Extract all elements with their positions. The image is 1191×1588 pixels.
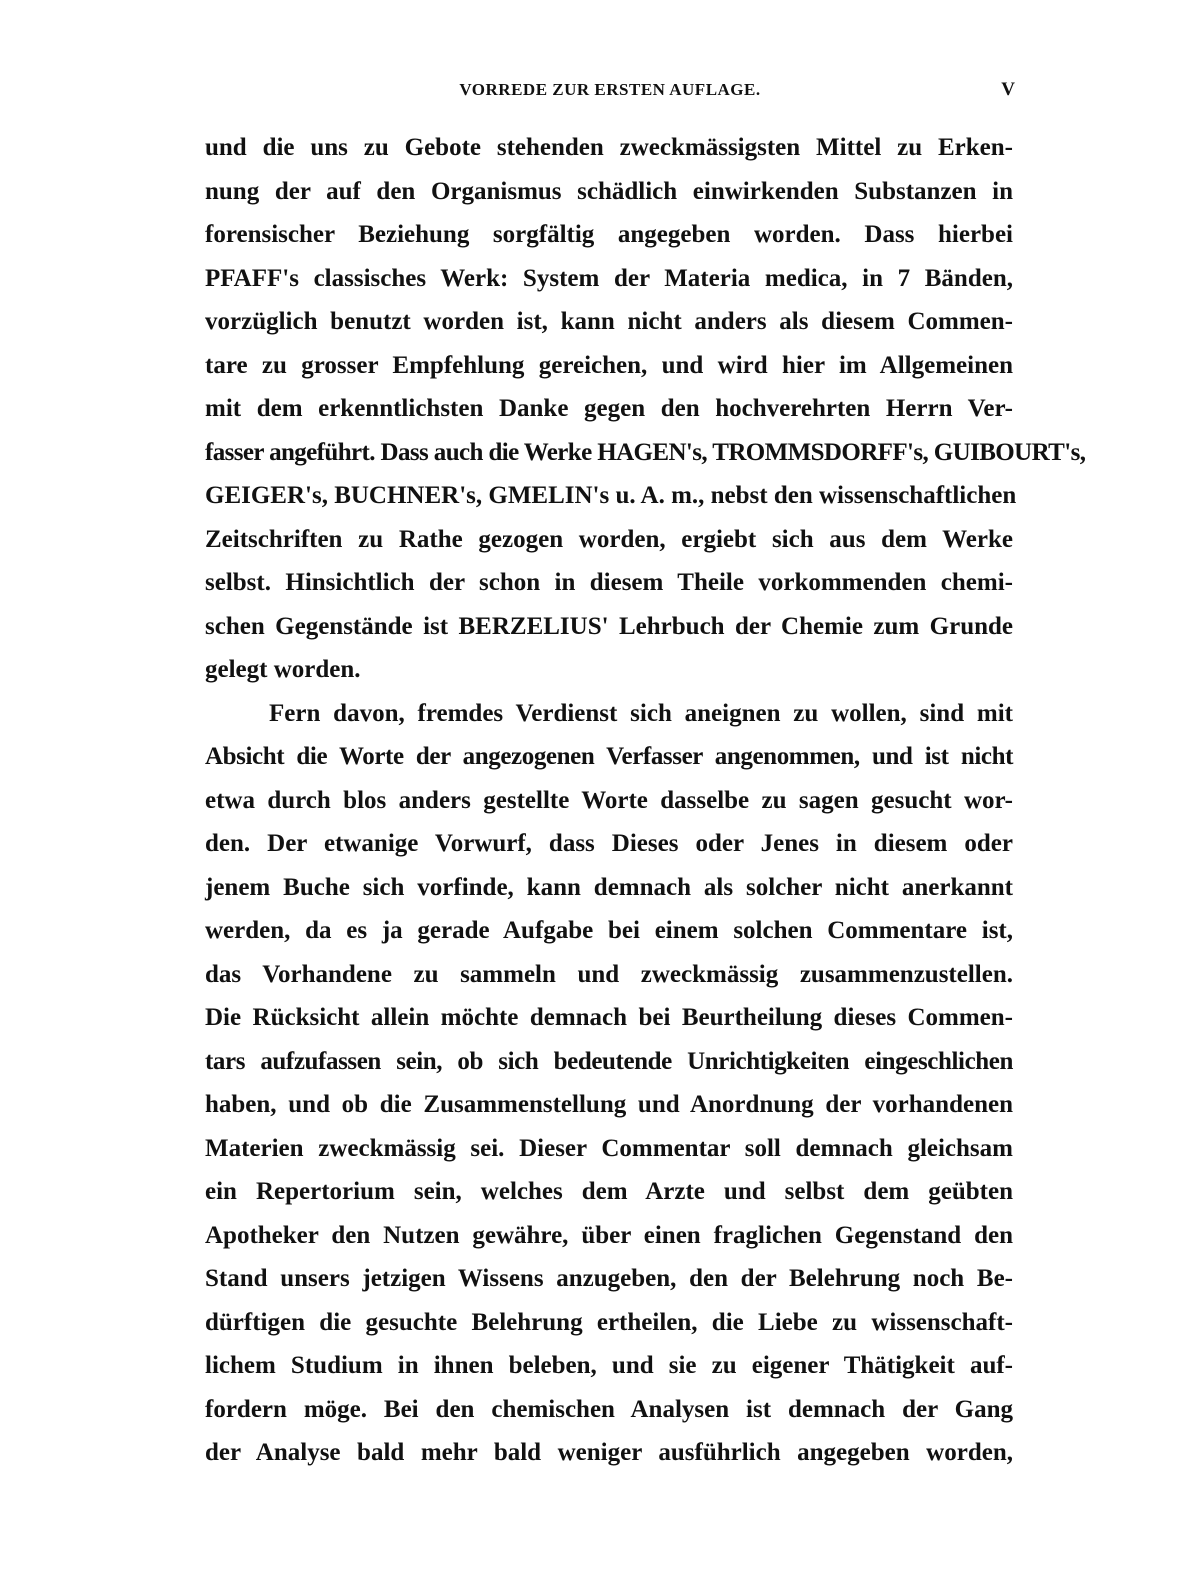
- text-line: Fern davon, fremdes Verdienst sich aneignen zu wollen, sind mit: [269, 699, 1013, 727]
- running-head: [205, 78, 1015, 102]
- text-line: Zeitschriften zu Rathe gezogen worden, ergiebt sich aus dem Werke: [205, 525, 1013, 553]
- text-line: mit dem erkenntlichsten Danke gegen den hochverehrten Herrn Ver-: [205, 395, 1013, 422]
- text-line: PFAFF's classisches Werk: System der Materia medica, in 7 Bänden,: [205, 264, 1013, 292]
- text-line: dürftigen die gesuchte Belehrung ertheilen, die Liebe zu wissenschaft-: [205, 1308, 1013, 1336]
- text-line: selbst. Hinsichtlich der schon in diesem Theile vorkommenden chemi-: [205, 569, 1013, 596]
- text-line: nung der auf den Organismus schädlich einwirkenden Substanzen in: [205, 177, 1013, 205]
- page-number: V: [1001, 79, 1015, 100]
- text-line: der Analyse bald mehr bald weniger ausführlich angegeben worden,: [205, 1439, 1013, 1466]
- text-line: lichem Studium in ihnen beleben, und sie zu eigener Thätigkeit auf-: [205, 1352, 1013, 1379]
- text-line: werden, da es ja gerade Aufgabe bei einem solchen Commentare ist,: [205, 917, 1013, 944]
- body-text: [205, 126, 1086, 1475]
- text-line: und die uns zu Gebote stehenden zweckmässigsten Mittel zu Erken-: [205, 134, 1013, 161]
- text-line: fasser angeführt. Dass auch die Werke HAGEN's, TROMMSDORFF's, GUIBOURT's,: [205, 438, 1086, 466]
- text-line: Stand unsers jetzigen Wissens anzugeben, den der Belehrung noch Be-: [205, 1265, 1013, 1292]
- text-line: den. Der etwanige Vorwurf, dass Dieses oder Jenes in diesem oder: [205, 830, 1013, 857]
- text-line: Apotheker den Nutzen gewähre, über einen fraglichen Gegenstand den: [205, 1221, 1013, 1249]
- text-line: tars aufzufassen sein, ob sich bedeutende Unrichtigkeiten eingeschlichen: [205, 1047, 1013, 1075]
- text-line: gelegt worden.: [205, 656, 361, 683]
- paragraph-2: [205, 692, 1013, 1475]
- text-line: Die Rücksicht allein möchte demnach bei Beurtheilung dieses Commen-: [205, 1004, 1013, 1031]
- text-line: fordern möge. Bei den chemischen Analysen ist demnach der Gang: [205, 1395, 1013, 1423]
- paragraph-1: [205, 126, 1086, 692]
- text-line: das Vorhandene zu sammeln und zweckmässig zusammenzustellen.: [205, 960, 1013, 988]
- text-line: schen Gegenstände ist BERZELIUS' Lehrbuch der Chemie zum Grunde: [205, 612, 1013, 640]
- text-line: ein Repertorium sein, welches dem Arzte und selbst dem geübten: [205, 1178, 1013, 1205]
- text-line: GEIGER's, BUCHNER's, GMELIN's u. A. m., nebst den wissenschaftlichen: [205, 482, 1017, 509]
- text-line: forensischer Beziehung sorgfältig angegeben worden. Dass hierbei: [205, 221, 1013, 248]
- running-title: VORREDE ZUR ERSTEN AUFLAGE.: [459, 80, 761, 99]
- text-line: Absicht die Worte der angezogenen Verfasser angenommen, und ist nicht: [205, 743, 1013, 770]
- text-line: etwa durch blos anders gestellte Worte dasselbe zu sagen gesucht wor-: [205, 786, 1013, 814]
- text-line: tare zu grosser Empfehlung gereichen, und wird hier im Allgemeinen: [205, 351, 1013, 379]
- text-line: vorzüglich benutzt worden ist, kann nicht anders als diesem Commen-: [205, 308, 1013, 335]
- text-line: haben, und ob die Zusammenstellung und Anordnung der vorhandenen: [205, 1091, 1013, 1118]
- text-line: Materien zweckmässig sei. Dieser Commentar soll demnach gleichsam: [205, 1134, 1013, 1162]
- text-line: jenem Buche sich vorfinde, kann demnach als solcher nicht anerkannt: [205, 873, 1013, 901]
